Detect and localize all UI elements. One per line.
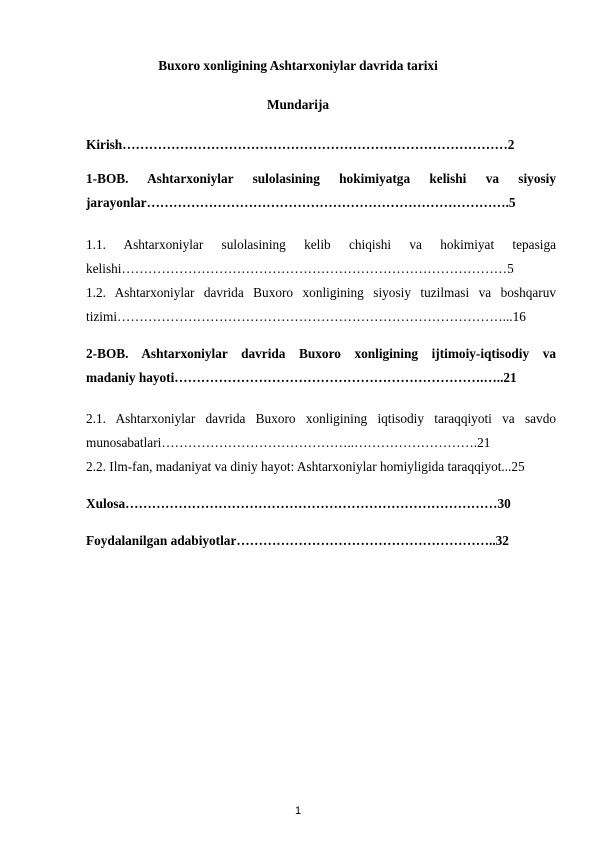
toc-entry-section-1-2-line1[interactable]: 1.2. Ashtarxoniylar davrida Buxoro xonligining siyosiy tuzilmasi va boshqaruv	[86, 285, 556, 300]
toc-entry-section-2-2[interactable]: 2.2. Ilm-fan, madaniyat va diniy hayot: Ashtarxoniylar homiyligida taraqqiyot...25	[86, 459, 525, 474]
toc-entry-section-2-1-line2[interactable]: munosabatlari……………………………………..……………………….21	[86, 435, 491, 450]
document-title: Buxoro xonligining Ashtarxoniylar davrida tarixi	[158, 58, 438, 73]
toc-entry-chapter2-line1[interactable]: 2-BOB. Ashtarxoniylar davrida Buxoro xonligining ijtimoiy-iqtisodiy va	[86, 346, 556, 361]
toc-entry-section-1-2-line2[interactable]: tizimi……………………………………………………………………………...16	[86, 309, 526, 324]
toc-heading: Mundarija	[266, 97, 330, 112]
toc-entry-chapter1-line2[interactable]: jarayonlar……………………………………………………………………….5	[86, 195, 516, 210]
toc-entry-intro[interactable]: Kirish……………………………………………………………………………2	[86, 137, 515, 152]
toc-entry-section-1-1-line1[interactable]: 1.1. Ashtarxoniylar sulolasining kelib chiqishi va hokimiyat tepasiga	[86, 237, 556, 252]
page-number: 1	[294, 805, 302, 817]
toc-entry-section-2-1-line1[interactable]: 2.1. Ashtarxoniylar davrida Buxoro xonligining iqtisodiy taraqqiyoti va savdo	[86, 411, 556, 426]
toc-entry-references[interactable]: Foydalanilgan adabiyotlar…………………………………………………..32	[86, 533, 509, 548]
toc-entry-chapter2-line2[interactable]: madaniy hayoti…………………………………………………………….…..21	[86, 370, 517, 385]
toc-entry-section-1-1-line2[interactable]: kelishi……………………………………………………………………………5	[86, 261, 514, 276]
toc-entry-conclusion[interactable]: Xulosa…………………………………………………………………………30	[86, 496, 511, 511]
toc-entry-chapter1-line1[interactable]: 1-BOB. Ashtarxoniylar sulolasining hokimiyatga kelishi va siyosiy	[86, 171, 556, 186]
